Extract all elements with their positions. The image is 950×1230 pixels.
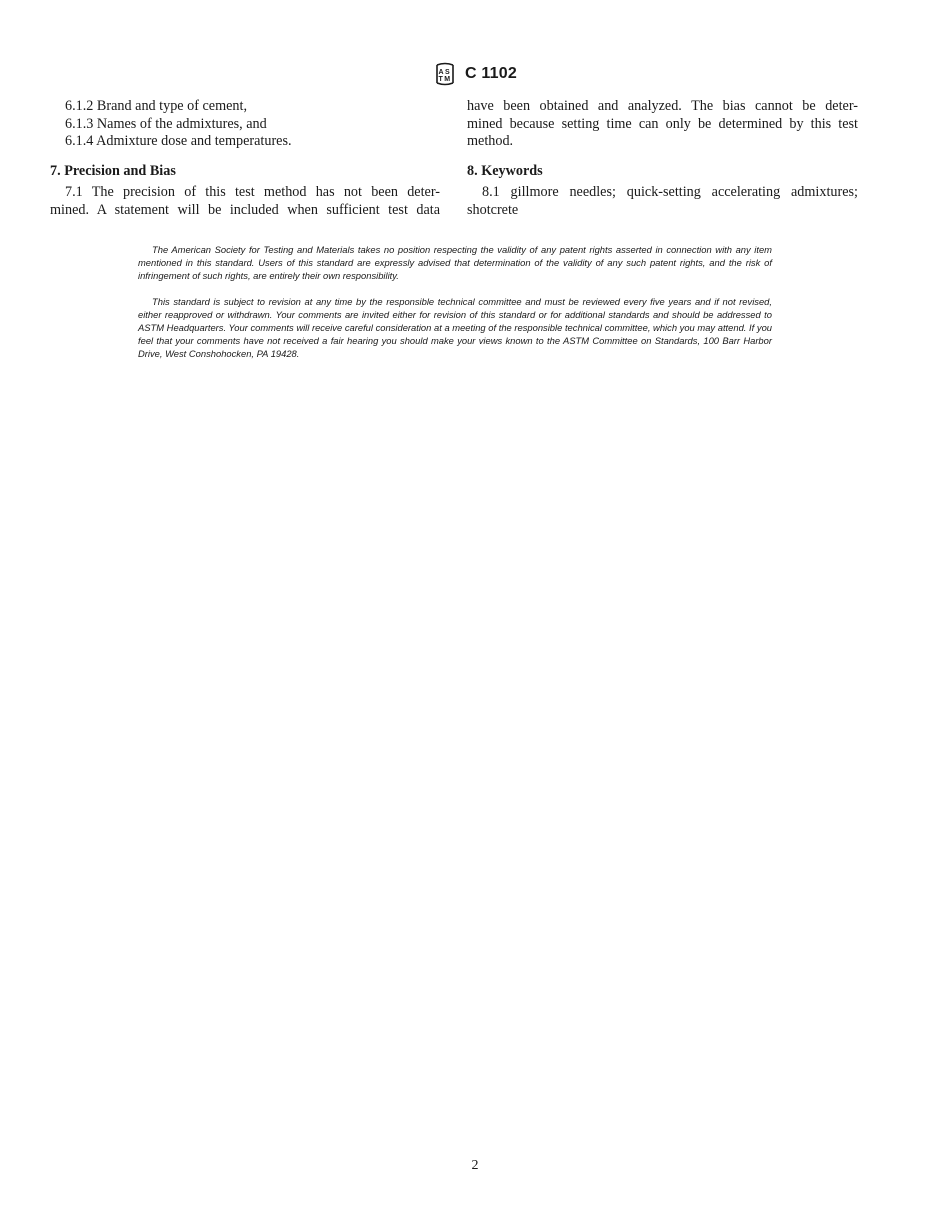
- list-item: 6.1.3 Names of the admixtures, and: [65, 115, 267, 132]
- section-heading-precision-bias: 7. Precision and Bias: [50, 162, 176, 179]
- list-item: 6.1.2 Brand and type of cement,: [65, 98, 248, 114]
- paragraph-line: have been obtained and analyzed. The bias cannot be deter-: [467, 98, 858, 114]
- paragraph-line: shotcrete: [467, 201, 519, 218]
- svg-text:A: A: [438, 69, 444, 76]
- paragraph-line: 8.1 gillmore needles; quick-setting accelerating admixtures;: [482, 184, 858, 200]
- patent-notice: The American Society for Testing and Materials takes no position respecting the validity of any patent rights asserted in connection with any item mentioned in this standard. Users of this standard are expressly advised that determination of the validity of any such patent rights, and the risk of infringement of such rights, are entirely their own responsibility.: [138, 244, 772, 281]
- section-heading-keywords: 8. Keywords: [467, 162, 543, 179]
- legal-notices: [138, 243, 772, 373]
- revision-notice: This standard is subject to revision at any time by the responsible technical committee and must be reviewed every five years and if not revised, either reapproved or withdrawn. Your comments are invited either for revision of this standard or for additional standards and should be addressed to ASTM Headquarters. Your comments will receive careful consideration at a meeting of the responsible technical committee, which you may attend. If you feel that your comments have not received a fair hearing you should make your views known to the ASTM Committee on Standards, 100 Barr Harbor Drive, West Conshohocken, PA 19428.: [138, 296, 772, 359]
- paragraph-line: method.: [467, 133, 514, 149]
- astm-logo-icon: [433, 62, 457, 86]
- page-header: [0, 62, 950, 86]
- list-item: 6.1.4 Admixture dose and temperatures.: [65, 133, 292, 149]
- left-column: [50, 98, 440, 219]
- right-column: [467, 98, 858, 219]
- svg-text:T: T: [438, 76, 443, 83]
- paragraph-line: mined because setting time can only be determined by this test: [467, 115, 858, 132]
- page-number: 2: [471, 1158, 479, 1173]
- paragraph-line: mined. A statement will be included when sufficient test data: [50, 201, 440, 218]
- svg-text:S: S: [445, 69, 450, 76]
- svg-text:M: M: [444, 76, 451, 83]
- standard-designation: C 1102: [465, 65, 517, 82]
- paragraph-line: 7.1 The precision of this test method has not been deter-: [65, 184, 440, 200]
